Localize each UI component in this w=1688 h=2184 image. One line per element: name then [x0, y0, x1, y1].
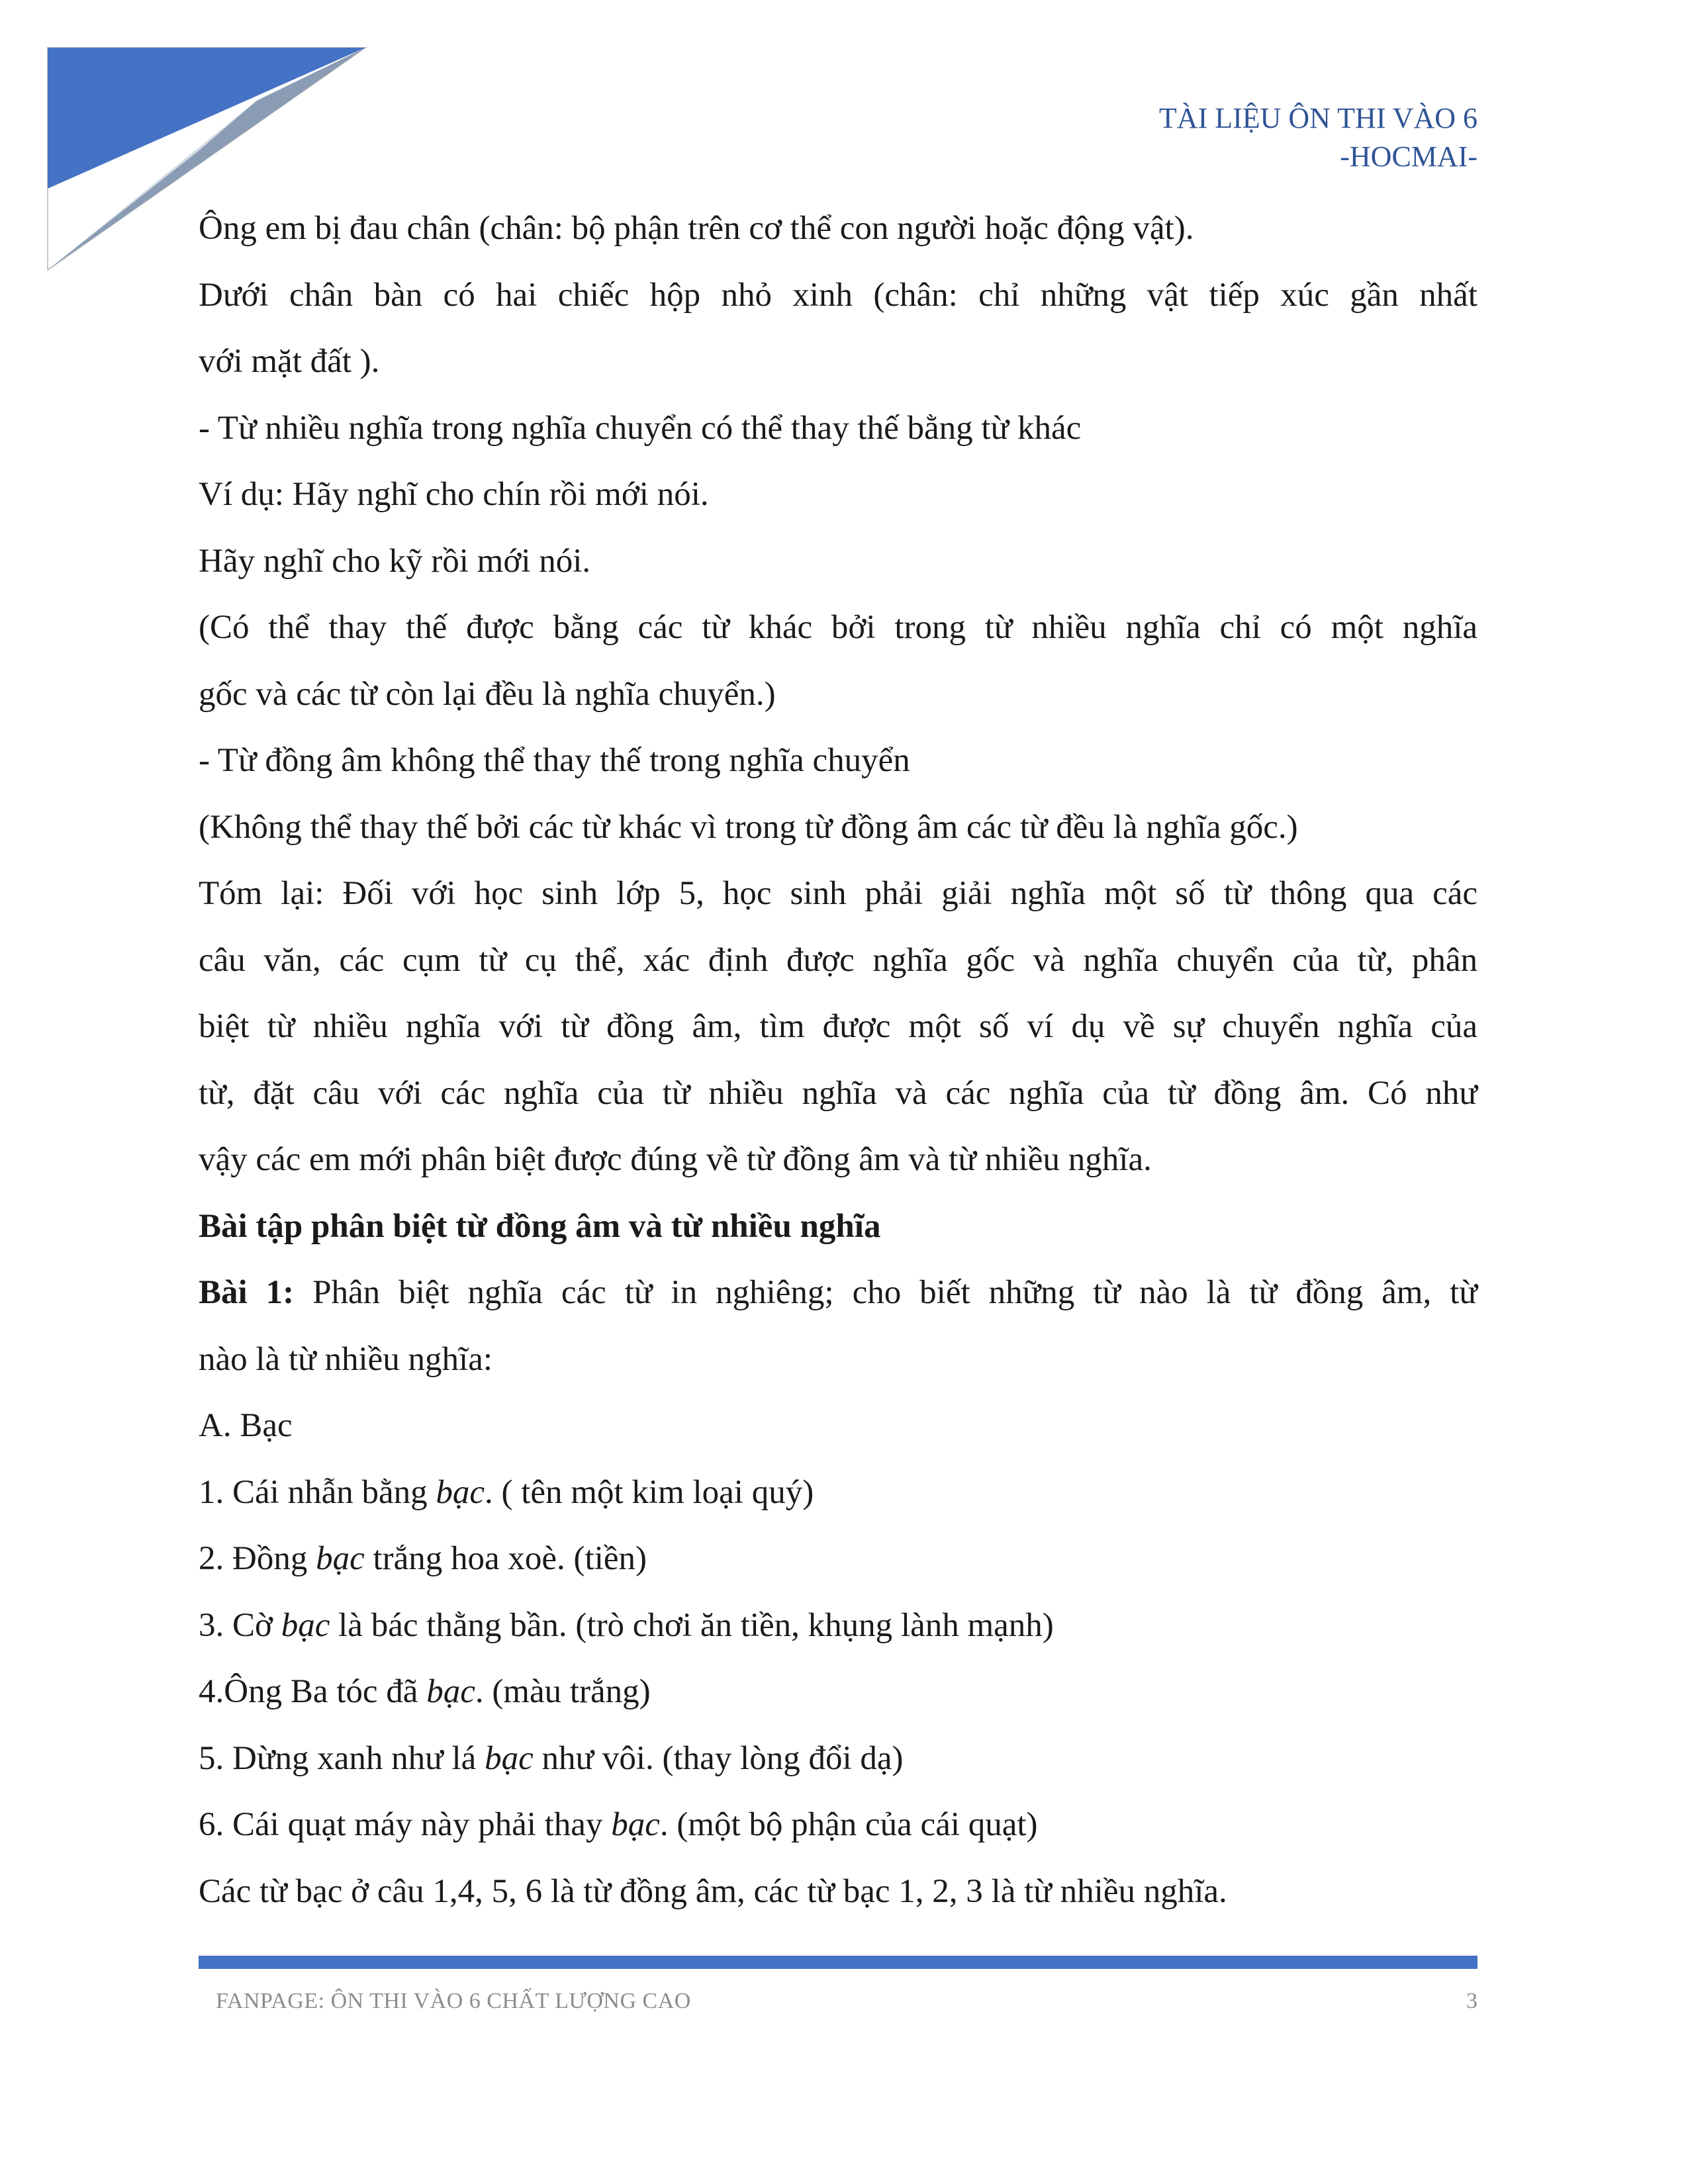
item-text: 2. Đồng: [199, 1540, 316, 1577]
text-line: câu văn, các cụm từ cụ thể, xác định được nghĩa gốc và nghĩa chuyển của từ, phân: [199, 941, 1477, 979]
header-title: TÀI LIỆU ÔN THI VÀO 6: [1158, 102, 1477, 134]
exercise-prompt-text: Phân biệt nghĩa các từ in nghiêng; cho biết những từ nào là từ đồng âm, từ: [294, 1274, 1477, 1311]
item-text: 3. Cờ: [199, 1606, 281, 1644]
item-text: . (màu trắng): [475, 1673, 651, 1710]
text-line: Hãy nghĩ cho kỹ rồi mới nói.: [199, 542, 591, 580]
italic-word: bạc: [436, 1473, 485, 1511]
text-line: - Từ nhiều nghĩa trong nghĩa chuyển có thể thay thế bằng từ khác: [199, 409, 1082, 447]
text-line: - Từ đồng âm không thể thay thế trong nghĩa chuyển: [199, 742, 910, 779]
section-heading: Bài tập phân biệt từ đồng âm và từ nhiều nghĩa: [199, 1207, 881, 1245]
text-line: Ông em bị đau chân (chân: bộ phận trên cơ thể con người hoặc động vật).: [199, 210, 1194, 247]
text-line: (Có thể thay thế được bằng các từ khác bởi trong từ nhiều nghĩa chỉ có một nghĩa: [199, 609, 1477, 646]
text-line: từ, đặt câu với các nghĩa của từ nhiều nghĩa và các nghĩa của từ đồng âm. Có như: [199, 1074, 1477, 1112]
text-line: gốc và các từ còn lại đều là nghĩa chuyển.): [199, 675, 776, 713]
exercise-item: [199, 1525, 1477, 1592]
exercise-conclusion: Các từ bạc ở câu 1,4, 5, 6 là từ đồng âm, các từ bạc 1, 2, 3 là từ nhiều nghĩa.: [199, 1872, 1227, 1910]
item-text: trắng hoa xoè. (tiền): [364, 1540, 647, 1577]
text-line: (Không thể thay thế bởi các từ khác vì trong từ đồng âm các từ đều là nghĩa gốc.): [199, 808, 1298, 846]
exercise-item: [199, 1792, 1477, 1858]
text-line: Dưới chân bàn có hai chiếc hộp nhỏ xinh (chân: chỉ những vật tiếp xúc gần nhất: [199, 276, 1477, 314]
footer-divider: [199, 1956, 1477, 1969]
document-header: [1159, 99, 1477, 176]
italic-word: bạc: [611, 1806, 660, 1843]
item-text: 4.Ông Ba tóc đã: [199, 1673, 427, 1710]
exercise-item: [199, 1659, 1477, 1725]
exercise-item: [199, 1592, 1477, 1659]
text-line: vậy các em mới phân biệt được đúng về từ đồng âm và từ nhiều nghĩa.: [199, 1141, 1152, 1178]
page-number: 3: [1466, 1989, 1477, 2013]
item-text: . (một bộ phận của cái quạt): [659, 1806, 1038, 1843]
item-text: 5. Dừng xanh như lá: [199, 1739, 485, 1777]
item-text: 6. Cái quạt máy này phải thay: [199, 1806, 612, 1843]
italic-word: bạc: [281, 1606, 330, 1644]
item-text: là bác thằng bần. (trò chơi ăn tiền, khụng lành mạnh): [330, 1606, 1054, 1644]
exercise-label: Bài 1:: [199, 1274, 295, 1311]
text-line: Tóm lại: Đối với học sinh lớp 5, học sinh phải giải nghĩa một số từ thông qua các: [199, 875, 1477, 912]
text-line: với mặt đất ).: [199, 343, 380, 380]
text-line: Ví dụ: Hãy nghĩ cho chín rồi mới nói.: [199, 476, 709, 513]
exercise-prompt: [199, 1259, 1477, 1326]
italic-word: bạc: [316, 1540, 365, 1577]
exercise-prompt-cont: nào là từ nhiều nghĩa:: [199, 1340, 493, 1378]
exercise-group-title: A. Bạc: [199, 1407, 293, 1444]
header-subtitle: -HOCMAI-: [1340, 140, 1477, 173]
footer-fanpage: FANPAGE: ÔN THI VÀO 6 CHẤT LƯỢNG CAO: [216, 1989, 691, 2013]
italic-word: bạc: [485, 1739, 534, 1777]
page-content: [199, 195, 1477, 1925]
italic-word: bạc: [426, 1673, 475, 1710]
text-line: biệt từ nhiều nghĩa với từ đồng âm, tìm được một số ví dụ về sự chuyển nghĩa của: [199, 1008, 1477, 1045]
exercise-item: [199, 1459, 1477, 1526]
exercise-item: [199, 1725, 1477, 1792]
item-text: . ( tên một kim loại quý): [485, 1473, 814, 1511]
item-text: như vôi. (thay lòng đổi dạ): [533, 1739, 904, 1777]
item-text: 1. Cái nhẫn bằng: [199, 1473, 436, 1511]
